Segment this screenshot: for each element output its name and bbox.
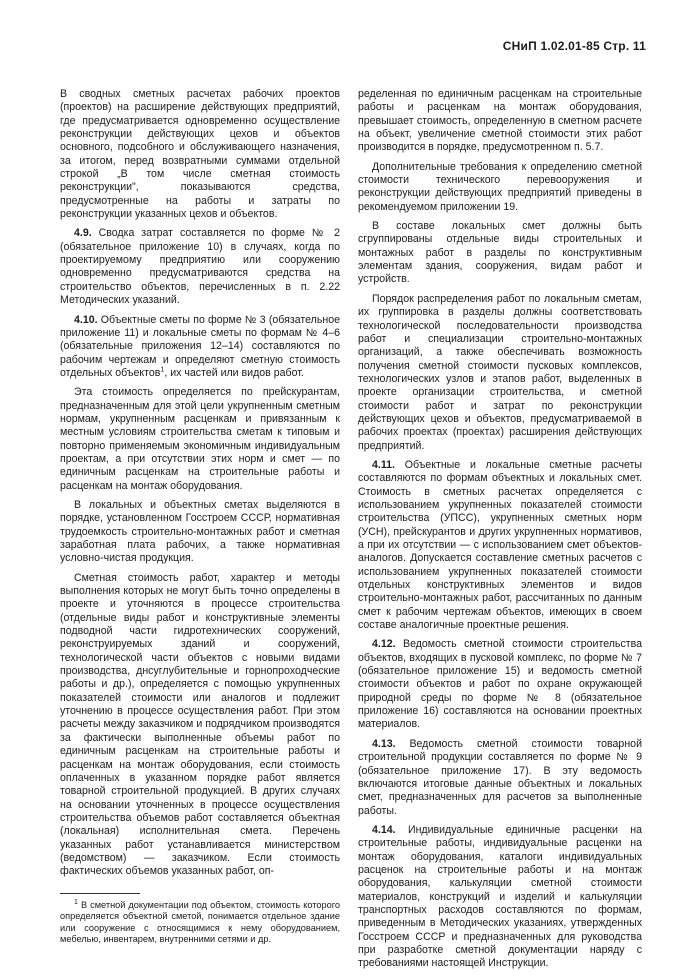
clause-number: 4.11.	[372, 458, 395, 471]
paragraph	[60, 499, 340, 566]
paragraph-text: Объектные сметы по форме № 3 (обязательное приложение 11) и локальные сметы по формам № 4–6 (обязательные приложения 12–14) составляются по рабочим чертежам и определяют сметную стоимость отдельных объектов	[60, 313, 340, 379]
clause-number: 4.10.	[74, 313, 98, 326]
paragraph-text: ределенная по единичным расценкам на строительные работы и расценкам на монтаж оборудования, превышает стоимость, определенную в сметном расчете на объект, увеличение сметной стоимости этих работ производится в порядке, предусмотренном п. 5.7.	[358, 88, 642, 154]
paragraph-4-10	[60, 314, 340, 381]
paragraph-4-11	[358, 459, 642, 632]
paragraph-text: Сметная стоимость работ, характер и методы выполнения которых не могут быть точно определены в проекте и уточняются в процессе строительства (отдельные виды работ и конструктивные элементы подводной части гидротехнических сооружений, реконструируемых зданий и сооружений, технологической части объектов с новыми видами производства, днсуглубительные и горнопроходческие работы и др.), определяется с помощью укрупненных показателей стоимости или аналогов и подлежит уточнению в процессе осуществления работ. При этом расчеты между заказчиком и подрядчиком производятся за фактически выполненные объемы работ по единичным расценкам на строительные работы и расценкам на монтаж оборудования, если стоимость оплаченных в указанном порядке работ является товарной строительной продукцией. В других случаях на основании уточненных в процессе осуществления строительства объемов работ составляется объектная (локальная) исполнительная смета. Перечень указанных работ устанавливается министерством (ведомством) — заказчиком. Если стоимость фактических объемов указанных работ, оп-	[60, 571, 340, 878]
paragraph-text: В сводных сметных расчетах рабочих проектов (проектов) на расширение действующих предприятий, где предусматривается одновременно осуществление реконструкции действующих цехов и объектов основного, подсобного и обслуживающего назначения, за итогом, перед возвратными суммами отдельной строкой „В том числе сметная стоимость реконструкции", показываются средства, предусмотренные на работы и затраты по реконструкции указанных цехов и объектов.	[60, 88, 340, 221]
paragraph	[358, 88, 642, 155]
running-header: СНиП 1.02.01-85 Стр. 11	[502, 39, 646, 53]
footnote-mark: 1	[74, 898, 78, 906]
paragraph	[358, 220, 642, 287]
paragraph	[60, 88, 340, 221]
paragraph-text: Сводка затрат составляется по форме № 2 (обязательное приложение 10) в случаях, когда по проектируемому предприятию или сооружению одновременно предусматриваются средства на строительство объектов, перечисленных в п. 2.22 Методических указаний.	[60, 227, 340, 307]
paragraph-text: В составе локальных смет должны быть сгруппированы отдельные виды строительных и монтажных работ в разделы по конструктивным элементам здания, сооружения, видам работ и устройств.	[358, 220, 642, 286]
paragraph	[358, 293, 642, 453]
paragraph-text: , их частей или видов работ.	[164, 366, 304, 379]
paragraph	[60, 386, 340, 493]
paragraph-text: Объектные и локальные сметные расчеты составляются по формам объектных и локальных смет. Стоимость в сметных расчетах определяется с использованием укрупненных показателей стоимости строительства (УПСС), укрупненных сметных норм (УСН), прейскурантов и других укрупненных нормативов, а при их отсутствии — с использованием смет объектов-аналогов. Допускается составление сметных расчетов с использованием укрупненных показателей стоимости отдельных конструктивных элементов и видов строительно-монтажных работ, рассчитанных по данным смет к рабочим чертежам объектов, имеющих в своем составе аналогичные проектные решения.	[358, 458, 642, 632]
paragraph-4-14	[358, 824, 642, 971]
paragraph-4-13	[358, 738, 642, 818]
paragraph-4-12	[358, 638, 642, 731]
paragraph-4-9	[60, 227, 340, 307]
footnote-text: В сметной документации под объектом, стоимость которого определяется объектной сметой, понимается отдельное здание или сооружение с относящимися к нему оборудованием, мебелью, инвентарем, внутренними сетями и др.	[60, 899, 340, 945]
paragraph-text: Индивидуальные единичные расценки на строительные работы, индивидуальные расценки на монтаж оборудования, каталоги индивидуальных расценок на строительные работы и на монтаж оборудования, калькуляции сметной стоимости материалов, конструкций и изделий и калькуляции транспортных расходов составляются по формам, приведенным в Методических указаниях, утвержденных Госстроем СССР и предназначенных для руководства при разработке сметной документации наряду с требованиями настоящей Инструкции.	[358, 823, 642, 970]
paragraph-text: Ведомость сметной стоимости товарной строительной продукции составляется по форме № 9 (обязательное приложение 17). В эту ведомость включаются итоговые данные объектных и локальных смет, предназначенных для расчетов за выполненные работы.	[358, 737, 642, 817]
right-column	[358, 88, 642, 977]
paragraph-text: Ведомость сметной стоимости строительства объектов, входящих в пусковой комплекс, по форме № 7 (обязательное приложение 15) и ведомость сметной стоимости объектов и работ по охране окружающей природной среды по форме № 8 (обязательное приложение 16) составляются на основании проектных материалов.	[358, 638, 642, 731]
clause-number: 4.12.	[372, 638, 396, 651]
paragraph-text: Порядок распределения работ по локальным сметам, их группировка в разделы должны соответствовать технологической последовательности производства работ и специализации строительно-монтажных организаций, а также обеспечивать возможность получения сметной стоимости пусковых комплексов, технологических узлов и этапов работ, выделенных в проекте организации строительства, и сметной стоимости работ и затрат по реконструкции действующих цехов и объектов, предусматриваемой в рабочих проектах (проектах) расширения действующих предприятий.	[358, 292, 642, 452]
paragraph-text: Дополнительные требования к определению сметной стоимости технического перевооружения и реконструкции действующих предприятий приведены в рекомендуемом приложении 19.	[358, 160, 642, 213]
footnote-ref: 1	[160, 366, 165, 374]
footnote-divider	[60, 893, 140, 894]
clause-number: 4.9.	[74, 227, 92, 240]
left-column	[60, 88, 340, 946]
paragraph-text: Эта стоимость определяется по прейскурантам, предназначенным для этой цели укрупненным сметным нормам, укрупненным расценкам и привязанным к местным условиям строительства сметам к типовым и повторно применяемым экономичным индивидуальным проектам, а при отсутствии этих норм и смет — по единичным расценкам на строительные работы и расценкам на монтаж оборудования.	[60, 386, 340, 492]
clause-number: 4.14.	[372, 823, 396, 836]
clause-number: 4.13.	[372, 737, 396, 750]
paragraph	[60, 572, 340, 879]
footnote	[60, 900, 340, 946]
paragraph-text: В локальных и объектных сметах выделяются в порядке, установленном Госстроем СССР, нормативная трудоемкость строительно-монтажных работ и сметная заработная плата рабочих, а также нормативная условно-чистая продукция.	[60, 498, 340, 565]
paragraph	[358, 161, 642, 214]
